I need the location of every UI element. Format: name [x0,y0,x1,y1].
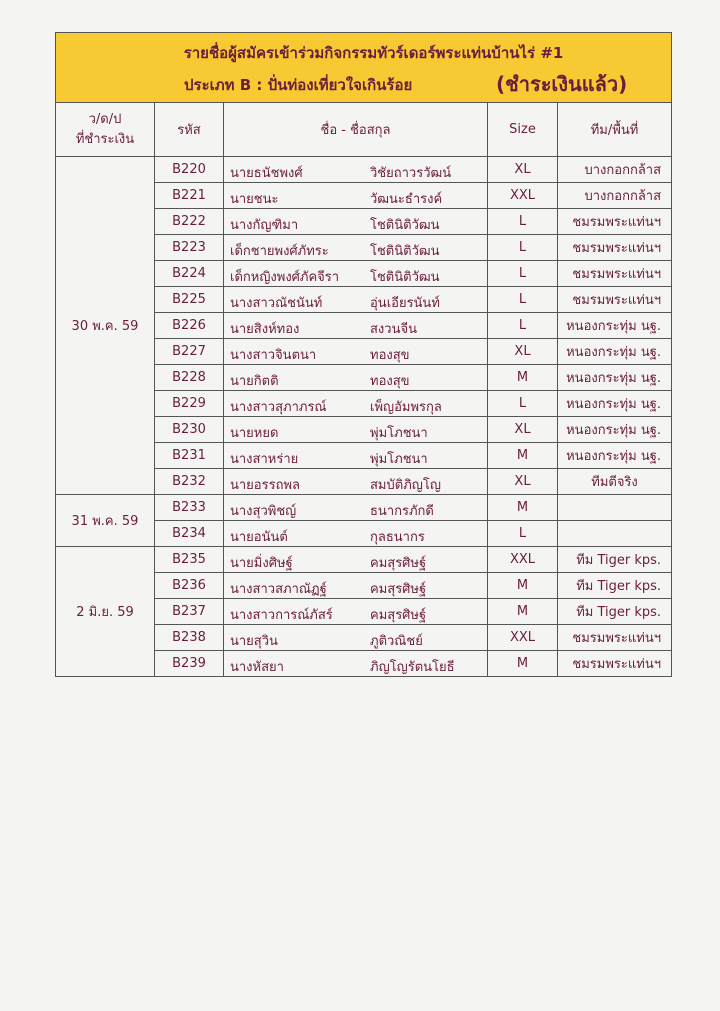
participant-code: B223 [155,235,224,261]
last-name: ธนากรภักดี [370,504,434,519]
participant-name [224,183,488,209]
participant-code: B239 [155,651,224,677]
shirt-size: M [488,573,558,599]
participant-code: B225 [155,287,224,313]
participant-code: B236 [155,573,224,599]
header-code: รหัส [155,103,224,157]
last-name: คมสุรศิษฐ์ [370,582,427,597]
header-size: Size [488,103,558,157]
participant-code: B235 [155,547,224,573]
shirt-size: L [488,209,558,235]
first-name: นางสาหร่าย [230,452,299,467]
participant-name [224,573,488,599]
participant-name [224,469,488,495]
last-name: กุลธนากร [370,530,425,545]
team-area: บางกอกกล้าส [558,157,672,183]
first-name: นางสาวสุภาภรณ์ [230,400,327,415]
team-area: ชมรมพระแท่นฯ [558,261,672,287]
participant-name [224,209,488,235]
team-area: หนองกระทุ่ม นฐ. [558,391,672,417]
participant-code: B220 [155,157,224,183]
participant-name [224,599,488,625]
shirt-size: M [488,599,558,625]
last-name: อุ่นเอียรนันท์ [370,296,440,311]
first-name: นางหัสยา [230,660,284,675]
first-name: นางกัญฑิมา [230,218,299,233]
paid-status: (ชำระเงินแล้ว) [496,71,628,96]
participant-code: B238 [155,625,224,651]
participant-name [224,365,488,391]
shirt-size: XXL [488,625,558,651]
last-name: โชตินิติวัฒน [370,244,440,259]
shirt-size: M [488,495,558,521]
header-name: ชื่อ - ชื่อสกุล [224,103,488,157]
first-name: เด็กหญิงพงศ์ภัคจีรา [230,270,340,285]
first-name: นายชนะ [230,192,279,207]
participant-name [224,313,488,339]
last-name: คมสุรศิษฐ์ [370,556,427,571]
first-name: นางสาวณัชนันท์ [230,296,323,311]
shirt-size: L [488,521,558,547]
category-title: ประเภท B : ปั่นท่องเที่ยวใจเกินร้อย [184,75,413,94]
shirt-size: XL [488,469,558,495]
participant-name [224,651,488,677]
last-name: ทองสุข [370,348,410,363]
participant-name [224,495,488,521]
participant-name [224,391,488,417]
team-area [558,495,672,521]
team-area: หนองกระทุ่ม นฐ. [558,313,672,339]
registration-table [55,32,672,677]
registration-sheet [55,32,671,677]
last-name: โชตินิติวัฒน [370,218,440,233]
first-name: นางสาวการณ์ภัสร์ [230,608,333,623]
team-area: บางกอกกล้าส [558,183,672,209]
header-row [56,103,672,157]
participant-name [224,547,488,573]
team-area: หนองกระทุ่ม นฐ. [558,365,672,391]
last-name: ภูติวณิชย์ [370,634,423,649]
participant-code: B237 [155,599,224,625]
participant-code: B229 [155,391,224,417]
participant-name [224,521,488,547]
participant-name [224,625,488,651]
table-row [56,495,672,521]
participant-code: B231 [155,443,224,469]
team-area: ชมรมพระแท่นฯ [558,235,672,261]
first-name: นายกิตติ [230,374,279,389]
first-name: นายหยด [230,426,279,441]
participant-code: B233 [155,495,224,521]
shirt-size: M [488,651,558,677]
participant-code: B232 [155,469,224,495]
payment-date: 31 พ.ค. 59 [56,495,155,547]
participant-name [224,157,488,183]
shirt-size: XL [488,339,558,365]
participant-name [224,417,488,443]
first-name: นางสุวพิชญ์ [230,504,297,519]
team-area: ทีม Tiger kps. [558,547,672,573]
participant-code: B228 [155,365,224,391]
last-name: ภิญโญรัตนโยธี [370,660,455,675]
team-area: หนองกระทุ่ม นฐ. [558,443,672,469]
first-name: นางสาวสภาณัฏฐ์ [230,582,327,597]
team-area: ชมรมพระแท่นฯ [558,651,672,677]
last-name: เพ็ญอัมพรกุล [370,400,442,415]
shirt-size: XXL [488,183,558,209]
last-name: พุ่มโภชนา [370,452,428,467]
participant-code: B230 [155,417,224,443]
participant-code: B224 [155,261,224,287]
last-name: สงวนจีน [370,322,417,337]
participant-code: B226 [155,313,224,339]
header-team: ทีม/พื้นที่ [558,103,672,157]
first-name: เด็กชายพงศ์ภัทระ [230,244,329,259]
team-area [558,521,672,547]
first-name: นายอนันต์ [230,530,288,545]
shirt-size: L [488,287,558,313]
last-name: โชตินิติวัฒน [370,270,440,285]
last-name: พุ่มโภชนา [370,426,428,441]
shirt-size: L [488,235,558,261]
payment-date: 30 พ.ค. 59 [56,157,155,495]
shirt-size: L [488,261,558,287]
first-name: นายอรรถพล [230,478,300,493]
team-area: ชมรมพระแท่นฯ [558,287,672,313]
header-date: ว/ด/ป ที่ชำระเงิน [56,103,155,157]
team-area: ทีม Tiger kps. [558,599,672,625]
table-row [56,547,672,573]
first-name: นายธนัชพงศ์ [230,166,303,181]
team-area: ชมรมพระแท่นฯ [558,625,672,651]
shirt-size: XL [488,417,558,443]
last-name: วัฒนะธำรงค์ [370,192,443,207]
team-area: ทีมตีจริง [558,469,672,495]
last-name: สมบัติภิญโญ [370,478,441,493]
shirt-size: L [488,313,558,339]
participant-code: B227 [155,339,224,365]
last-name: ทองสุข [370,374,410,389]
table-row [56,157,672,183]
team-area: หนองกระทุ่ม นฐ. [558,339,672,365]
participant-code: B234 [155,521,224,547]
participant-code: B222 [155,209,224,235]
first-name: นายสิงห์ทอง [230,322,300,337]
team-area: ชมรมพระแท่นฯ [558,209,672,235]
participant-name [224,261,488,287]
last-name: วิชัยถาวรวัฒน์ [370,166,452,181]
participant-name [224,287,488,313]
participant-name [224,339,488,365]
first-name: นางสาวจินตนา [230,348,317,363]
participant-name [224,235,488,261]
first-name: นายสุวิน [230,634,278,649]
payment-date: 2 มิ.ย. 59 [56,547,155,677]
last-name: คมสุรศิษฐ์ [370,608,427,623]
first-name: นายมิ่งศิษฐ์ [230,556,293,571]
participant-name [224,443,488,469]
shirt-size: XXL [488,547,558,573]
shirt-size: XL [488,157,558,183]
page-title: รายชื่อผู้สมัครเข้าร่วมกิจกรรมทัวร์เดอร์พระแท่นบ้านไร่ #1 [183,43,564,62]
participant-code: B221 [155,183,224,209]
title-banner [56,33,672,103]
shirt-size: L [488,391,558,417]
shirt-size: M [488,365,558,391]
team-area: ทีม Tiger kps. [558,573,672,599]
team-area: หนองกระทุ่ม นฐ. [558,417,672,443]
shirt-size: M [488,443,558,469]
